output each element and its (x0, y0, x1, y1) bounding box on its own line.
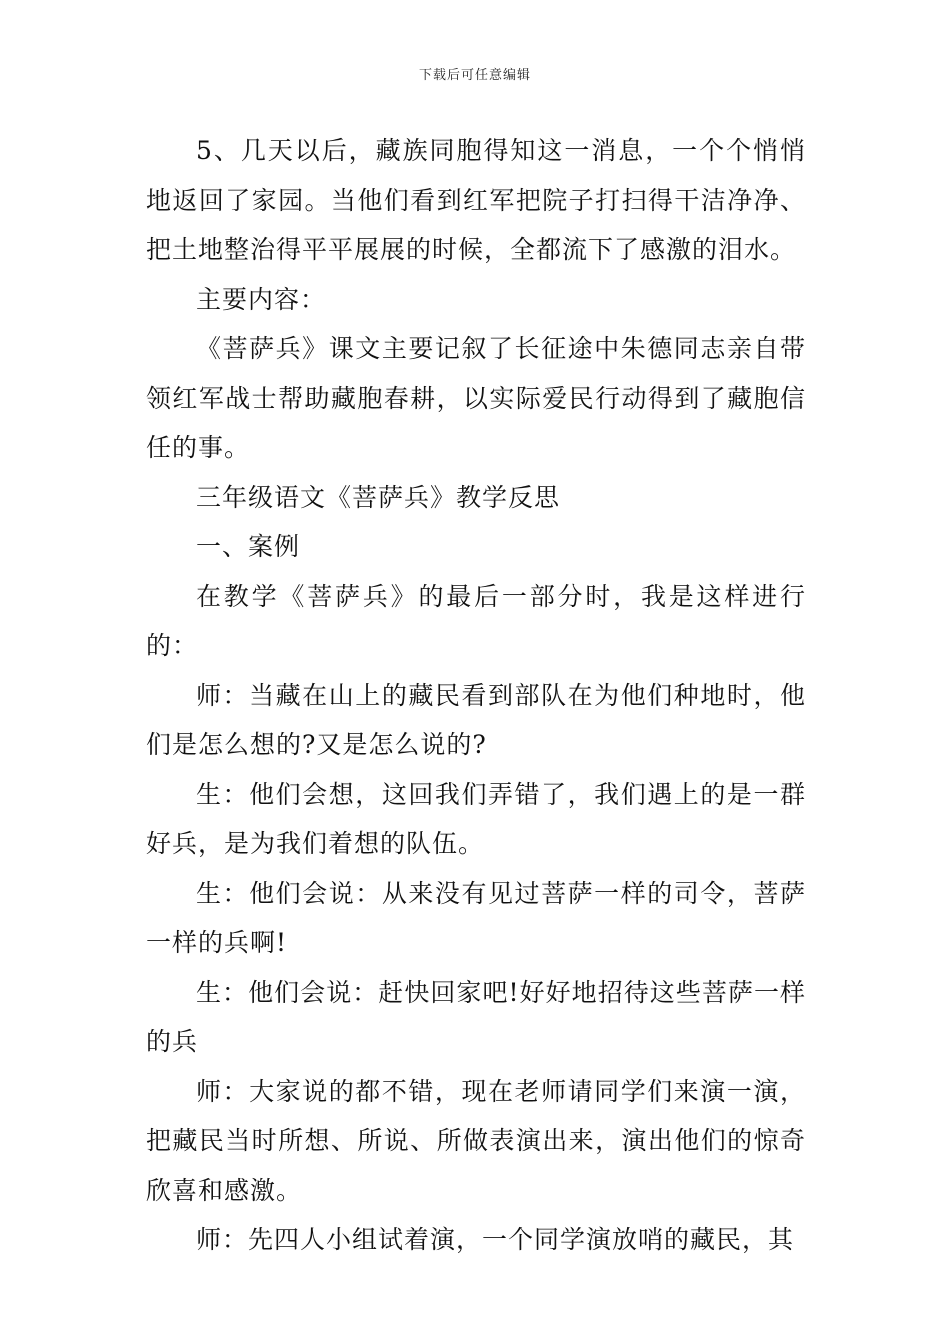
paragraph-student-answer-2: 生：他们会说：从来没有见过菩萨一样的司令，菩萨一样的兵啊! (146, 878, 806, 957)
paragraph-reflection-title: 三年级语文《菩萨兵》教学反思 (196, 482, 561, 512)
paragraph-main-content: 《菩萨兵》课文主要记叙了长征途中朱德同志亲自带领红军战士帮助藏胞春耕，以实际爱民行动得到了藏胞信任的事。 (146, 334, 806, 462)
paragraph-student-answer-1: 生：他们会想，这回我们弄错了，我们遇上的是一群好兵，是为我们着想的队伍。 (146, 779, 806, 858)
paragraph-return-home: 5、几天以后，藏族同胞得知这一消息，一个个悄悄地返回了家园。当他们看到红军把院子打扫得干洁净净、把土地整治得平平展展的时候，全都流下了感激的泪水。 (146, 136, 806, 264)
paragraph-main-content-heading: 主要内容： (196, 284, 327, 314)
paragraph-teacher-question: 师：当藏在山上的藏民看到部队在为他们种地时，他们是怎么想的?又是怎么说的? (146, 680, 806, 759)
paragraph-student-answer-3: 生：他们会说：赶快回家吧!好好地招待这些菩萨一样的兵 (146, 977, 806, 1056)
page-header: 下载后可任意编辑 (418, 68, 531, 83)
paragraph-case-intro: 在教学《菩萨兵》的最后一部分时，我是这样进行的： (146, 581, 806, 660)
document-body (146, 126, 806, 1265)
paragraph-case-heading: 一、案例 (196, 532, 301, 561)
paragraph-teacher-perform: 师：大家说的都不错，现在老师请同学们来演一演，把藏民当时所想、所说、所做表演出来，演出他们的惊奇欣喜和感激。 (146, 1076, 806, 1205)
paragraph-teacher-group: 师：先四人小组试着演，一个同学演放哨的藏民，其 (196, 1225, 795, 1254)
